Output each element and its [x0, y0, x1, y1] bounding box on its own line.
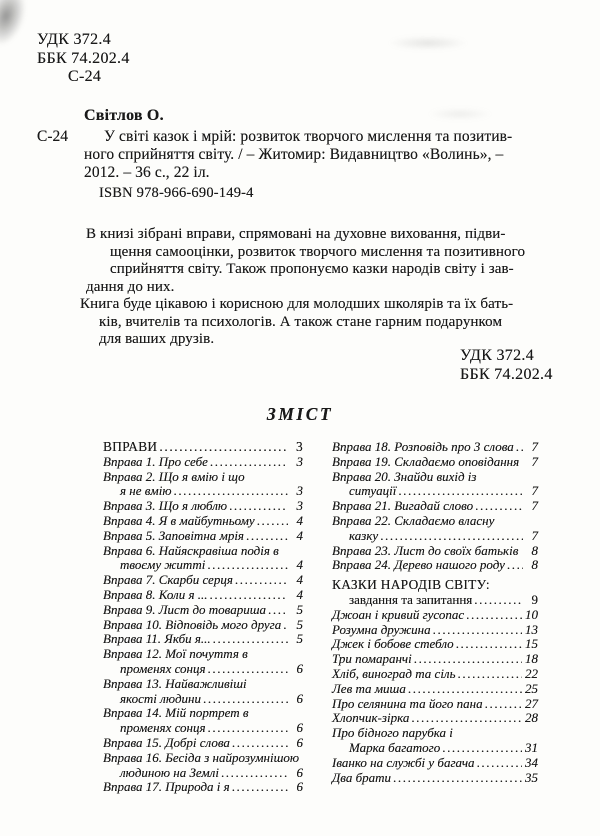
toc-entry-page: 31 [525, 739, 538, 755]
toc-entry [332, 726, 538, 741]
toc-entry-title: променях сонця [120, 660, 206, 676]
toc-entry [332, 578, 538, 593]
dot-leader [408, 682, 522, 697]
dot-leader [173, 484, 288, 499]
toc-entry-page: 6 [296, 779, 303, 795]
dot-leader [221, 766, 288, 781]
toc-entry [332, 544, 538, 559]
toc-entry-title: КАЗКИ НАРОДІВ СВІТУ: [332, 577, 490, 593]
toc-entry-title: ВПРАВИ [103, 439, 158, 454]
toc-entry [332, 697, 538, 712]
citation-line: ного сприйняття світу. / – Житомир: Видавництво «Волинь», – [84, 146, 504, 163]
toc-entry-page: 3 [296, 453, 303, 469]
toc-entry [332, 667, 538, 682]
citation-line: 2012. – 36 с., 22 іл. [84, 164, 210, 181]
annotation-paragraph-1 [86, 226, 525, 296]
toc-entry [103, 780, 303, 795]
annotation-line: дання до них. [86, 278, 175, 295]
toc-entry-page: 25 [525, 680, 538, 696]
toc-entry-title: Вправа 11. Якби я... [103, 631, 211, 647]
author-sign-code: С-24 [68, 68, 102, 85]
toc-entry [103, 470, 303, 485]
dot-leader [210, 588, 288, 603]
catalog-entry-code: С-24 [37, 128, 68, 145]
toc-entry-title: Вправа 21. Вигадай слово [332, 498, 474, 514]
toc-entry-page: 7 [531, 483, 538, 499]
toc-entry-page: 9 [531, 591, 538, 607]
dot-leader [235, 573, 288, 588]
toc-entry-title: Вправа 14. Мій портрет в [103, 705, 249, 721]
toc-entry [332, 484, 538, 499]
toc-entry-title: Вправа 8. Коли я ... [103, 586, 208, 602]
dot-leader [210, 455, 288, 470]
toc-entry-page: 6 [296, 720, 303, 736]
toc-entry [103, 588, 303, 603]
toc-entry-page: 27 [525, 695, 538, 711]
toc-entry-title: Вправа 15. Добрі слова [103, 734, 230, 750]
toc-entry-title: Вправа 6. Найяскравіша подія в [103, 542, 279, 558]
annotation-line: сприйняття світу. Також пропонуємо казки народів світу і зав- [110, 261, 514, 278]
toc-entry-title: людиною на Землі [120, 764, 219, 780]
toc-entry-title: Джоан і кривий гусопас [332, 606, 465, 622]
toc-entry [332, 623, 538, 638]
dot-leader [442, 741, 522, 756]
toc-entry [332, 593, 538, 608]
toc-entry [103, 603, 303, 618]
toc-entry [332, 652, 538, 667]
dot-leader [203, 692, 288, 707]
toc-entry-title: завдання та запитання [349, 591, 473, 607]
toc-entry-title: Вправа 20. Знайди вихід із [332, 468, 477, 484]
dot-leader [475, 499, 523, 514]
dot-leader [232, 736, 288, 751]
dot-leader [229, 499, 288, 514]
toc-entry-title: Вправа 10. Відповідь мого друга [103, 616, 282, 632]
dot-leader [477, 756, 522, 771]
toc-entry-page: 8 [531, 542, 538, 558]
toc-entry-title: ситуації [349, 483, 397, 499]
toc-entry [332, 455, 538, 470]
toc-entry [103, 618, 303, 633]
isbn-number: ISBN 978-966-690-149-4 [99, 185, 254, 201]
scan-corner-smudge [0, 0, 32, 50]
toc-entry-title: Вправа 5. Заповітна мрія [103, 527, 244, 543]
toc-entry-title: Про селянина та його пана [332, 695, 483, 711]
dot-leader [507, 558, 523, 573]
toc-entry [103, 721, 303, 736]
toc-entry [103, 632, 303, 647]
toc-entry-title: Три помаранчі [332, 651, 412, 667]
dot-leader [268, 603, 288, 618]
toc-entry [103, 751, 303, 766]
toc-entry [332, 741, 538, 756]
toc-entry [103, 677, 303, 692]
citation-line: У світі казок і мрій: розвиток творчого мислення та позитив- [104, 128, 513, 145]
dot-leader [246, 529, 288, 544]
toc-entry-title: Вправа 19. Складаємо оповідання [332, 453, 520, 469]
dot-leader [474, 593, 523, 608]
toc-entry-title: Хлопчик-зірка [332, 710, 410, 726]
toc-entry-title: Лев та миша [332, 680, 406, 696]
udc-code-bottom: УДК 372.4 [460, 347, 534, 364]
dot-leader [466, 608, 522, 623]
toc-entry [332, 756, 538, 771]
toc-entry-title: Вправа 7. Скарби серця [103, 572, 233, 588]
toc-entry-page: 6 [296, 734, 303, 750]
toc-entry-title: Вправа 23. Лист до своїх батьків [332, 542, 519, 558]
toc-entry [103, 440, 303, 455]
toc-entry-title: Вправа 17. Природа і я [103, 779, 230, 795]
toc-entry [332, 608, 538, 623]
annotation-line: щення самооцінки, розвиток творчого мислення та позитивного [110, 243, 526, 260]
dot-leader [433, 623, 522, 638]
toc-entry [332, 771, 538, 786]
annotation-paragraph-2 [80, 296, 513, 349]
toc-column-left [103, 440, 303, 795]
toc-entry-title: я не вмію [120, 483, 172, 499]
author-name: Світлов О. [84, 107, 164, 124]
dot-leader [232, 780, 288, 795]
dot-leader [380, 529, 523, 544]
toc-entry [332, 470, 538, 485]
dot-leader [207, 558, 288, 573]
bbk-code: ББК 74.202.4 [37, 49, 130, 67]
bibliographic-description [84, 128, 562, 182]
toc-entry-title: Два брати [332, 769, 392, 785]
toc-entry-title: Вправа 13. Найважливіші [103, 675, 247, 691]
toc-entry [103, 647, 303, 662]
toc-entry-title: Вправа 22. Складаємо власну [332, 512, 495, 528]
toc-entry-title: Джек і бобове стебло [332, 636, 454, 652]
toc-entry [103, 529, 303, 544]
dot-leader [283, 618, 288, 633]
toc-entry-title: Про бідного парубка і [332, 725, 453, 741]
toc-entry-page: 22 [525, 665, 538, 681]
toc-entry-page: 34 [525, 754, 538, 770]
scan-smudge [428, 108, 492, 120]
toc-entry-page: 6 [296, 690, 303, 706]
toc-entry-page: 8 [531, 557, 538, 573]
toc-entry [332, 499, 538, 514]
toc-entry [103, 499, 303, 514]
toc-entry-page: 7 [531, 453, 538, 469]
toc-entry-title: Вправа 9. Лист до товариша [103, 601, 267, 617]
dot-leader [411, 711, 522, 726]
toc-entry-title: Вправа 4. Я в майбутньому [103, 512, 255, 528]
toc-entry-title: Вправа 3. Що я люблю [103, 498, 228, 514]
toc-entry [103, 706, 303, 721]
classification-block [37, 31, 130, 87]
toc-entry [103, 573, 303, 588]
dot-leader [398, 484, 523, 499]
toc-entry-title: твоєму житті [120, 557, 206, 573]
dot-leader [257, 514, 288, 529]
dot-leader [208, 721, 288, 736]
toc-entry-page: 4 [296, 527, 303, 543]
toc-entry-page: 15 [525, 636, 538, 652]
toc-entry [332, 637, 538, 652]
toc-entry [332, 440, 538, 455]
toc-entry-page: 4 [296, 586, 303, 602]
toc-entry [103, 736, 303, 751]
toc-title: ЗМІСТ [266, 404, 334, 424]
toc-entry-page: 10 [525, 606, 538, 622]
bbk-code-bottom: ББК 74.202.4 [460, 365, 553, 383]
scan-smudge [388, 36, 468, 50]
annotation-line: для ваших друзів. [99, 331, 215, 348]
toc-entry-page: 6 [296, 764, 303, 780]
dot-leader [458, 667, 522, 682]
toc-entry [103, 455, 303, 470]
toc-entry-page: 7 [531, 498, 538, 514]
toc-entry [103, 766, 303, 781]
toc-entry-page: 6 [296, 660, 303, 676]
toc-entry-page: 3 [296, 439, 303, 454]
annotation-line: Книга буде цікавою і корисною для молодших школярів та їх бать- [80, 296, 514, 312]
toc-entry-title: Вправа 24. Дерево нашого роду [332, 557, 505, 573]
toc-entry-page: 18 [525, 651, 538, 667]
toc-entry [332, 529, 538, 544]
toc-entry-title: променях сонця [120, 720, 206, 736]
toc-entry-page: 4 [296, 572, 303, 588]
toc-entry-title: Марка багатого [349, 739, 441, 755]
toc-entry-title: Хліб, виноград та сіль [332, 665, 456, 681]
toc-entry-title: Вправа 1. Про себе [103, 453, 208, 469]
toc-column-right [332, 440, 538, 785]
toc-entry-title: Розумна дружина [332, 621, 431, 637]
toc-entry-page: 7 [531, 439, 538, 454]
udc-code: УДК 372.4 [37, 31, 111, 48]
toc-entry-page: 13 [525, 621, 538, 637]
toc-entry-title: Вправа 18. Розповідь про 3 слова [332, 439, 514, 454]
toc-entry [103, 514, 303, 529]
annotation-line: ків, вчителів та психологів. А також стане гарним подарунком [99, 313, 503, 330]
dot-leader [159, 440, 288, 455]
toc-entry-page: 4 [296, 557, 303, 573]
toc-entry [332, 514, 538, 529]
toc-entry-page: 5 [296, 616, 303, 632]
toc-entry-page: 5 [296, 601, 303, 617]
classification-block-bottom [460, 347, 553, 384]
toc-entry [332, 711, 538, 726]
toc-entry [103, 544, 303, 559]
toc-entry [103, 558, 303, 573]
toc-entry [103, 692, 303, 707]
toc-entry-page: 3 [296, 498, 303, 514]
dot-leader [485, 697, 522, 712]
toc-entry-title: якості людини [120, 690, 202, 706]
toc-entry-page: 7 [531, 527, 538, 543]
toc-entry-page: 5 [296, 631, 303, 647]
toc-entry-page: 28 [525, 710, 538, 726]
dot-leader [208, 662, 288, 677]
toc-entry [332, 558, 538, 573]
dot-leader [456, 637, 522, 652]
toc-entry-title: казку [349, 527, 379, 543]
toc-entry-page: 4 [296, 512, 303, 528]
toc-entry [103, 484, 303, 499]
dot-leader [516, 440, 523, 455]
toc-entry [103, 662, 303, 677]
dot-leader [393, 771, 522, 786]
toc-entry-title: Вправа 2. Що я вмію і що [103, 468, 245, 484]
dot-leader [213, 632, 288, 647]
dot-leader [414, 652, 522, 667]
toc-entry [332, 682, 538, 697]
annotation-line: В книзі зібрані вправи, спрямовані на духовне виховання, підви- [86, 226, 506, 242]
toc-entry-page: 3 [296, 483, 303, 499]
toc-entry-page: 35 [525, 769, 538, 785]
toc-entry-title: Іванко на службі у багача [332, 754, 475, 770]
toc-entry-title: Вправа 12. Мої почуття в [103, 646, 248, 662]
toc-entry-title: Вправа 16. Бесіда з найрозумнішою [103, 749, 300, 765]
